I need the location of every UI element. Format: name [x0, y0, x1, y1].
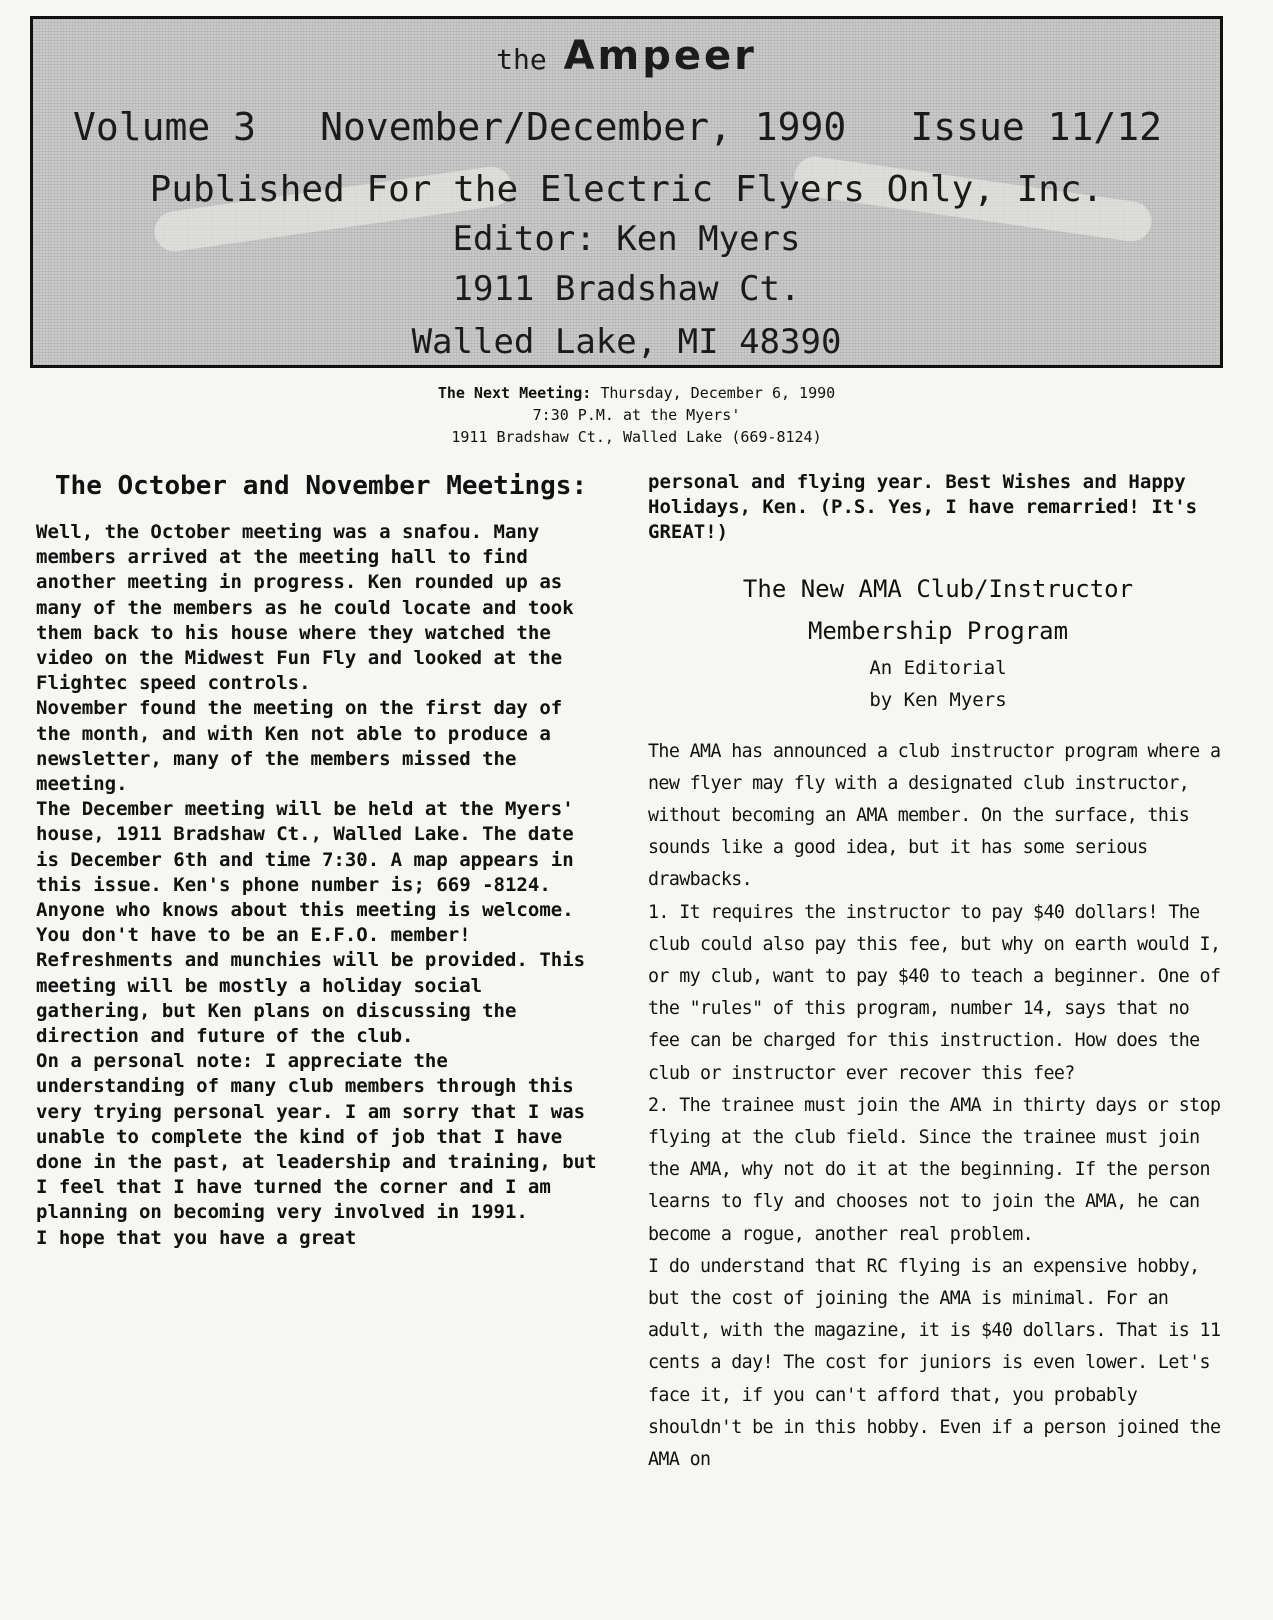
editorial-subtitle: An Editorial: [869, 656, 1007, 679]
right-column: [648, 470, 1228, 1476]
next-meeting-label: The Next Meeting:: [437, 384, 592, 402]
editorial-title-line-1: The New AMA Club/Instructor: [742, 574, 1134, 603]
paragraph: 2. The trainee must join the AMA in thirty days or stop flying at the club field. Since the trainee must join the AMA, why not do it at the beginning. If the person learns to fly and chooses not to join the AMA, he can become a rogue, another real problem.: [648, 1094, 1221, 1245]
paragraph: November found the meeting on the first day of the month, and with Ken not able to produce a newsletter, many of the members missed the meeting.: [36, 697, 563, 796]
paragraph: The AMA has announced a club instructor program where a new flyer may fly with a designated club instructor, without becoming an AMA member. On the surface, this sounds like a good idea, but it has some serious drawbacks.: [648, 740, 1221, 891]
left-column: [36, 470, 606, 1251]
masthead-editor: Editor: Ken Myers: [452, 219, 801, 259]
editorial-title: [648, 568, 1228, 652]
masthead-address-street: 1911 Bradshaw Ct.: [452, 269, 801, 309]
next-meeting-date: Thursday, December 6, 1990: [600, 384, 836, 402]
paragraph: The December meeting will be held at the Myers' house, 1911 Bradshaw Ct., Walled Lake. The date is December 6th and time 7:30. A map appears in this issue. Ken's phone number is; 669 -8124. Anyone who knows about this meeting is welcome. You don't have to be an E.F.O. member!: [36, 798, 574, 947]
masthead-address-city: Walled Lake, MI 48390: [411, 322, 842, 362]
masthead-volume-line: [33, 105, 1220, 149]
paragraph: Well, the October meeting was a snafou. Many members arrived at the meeting hall to find another meeting in progress. Ken rounded up as many of the members as he could locate and took them back to his house where they watched the video on the Midwest Fun Fly and looked at the Flightec speed controls.: [36, 521, 574, 695]
masthead-published: Published For the Electric Flyers Only, Inc.: [149, 169, 1104, 210]
masthead-volume: Volume 3: [73, 105, 257, 149]
continued-paragraph: personal and flying year. Best Wishes and Happy Holidays, Ken. (P.S. Yes, I have remarried! It's GREAT!): [648, 471, 1198, 544]
editorial-byline: by Ken Myers: [869, 688, 1007, 711]
masthead-the: the: [496, 43, 547, 76]
paragraph: I do understand that RC flying is an expensive hobby, but the cost of joining the AMA is minimal. For an adult, with the magazine, it is $40 dollars. That is 11 cents a day! The cost for juniors is even lower. Let's face it, if you can't afford that, you probably shouldn't be in this hobby. Even if a person joined the AMA on: [648, 1255, 1221, 1471]
paragraph: I hope that you have a great: [36, 1226, 357, 1249]
masthead-brand: Ampeer: [563, 33, 757, 79]
article-heading: The October and November Meetings:: [54, 471, 588, 501]
next-meeting-notice: [0, 382, 1273, 448]
next-meeting-time: 7:30 P.M. at the Myers': [532, 406, 741, 424]
masthead: [30, 16, 1223, 368]
masthead-title: [33, 33, 1220, 79]
paragraph: On a personal note: I appreciate the understanding of many club members through this very trying personal year. I am sorry that I was unable to complete the kind of job that I have done in the past, at leadership and training, but I feel that I have turned the corner and I am planning on becoming very involved in 1991.: [36, 1050, 597, 1224]
masthead-date: November/December, 1990: [320, 105, 847, 149]
paragraph: 1. It requires the instructor to pay $40 dollars! The club could also pay this fee, but why on earth would I, or my club, want to pay $40 to teach a beginner. One of the "rules" of this program, number 14, says that no fee can be charged for this instruction. How does the club or instructor ever recover this fee?: [648, 901, 1221, 1084]
next-meeting-place: 1911 Bradshaw Ct., Walled Lake (669-8124): [451, 428, 822, 446]
paragraph: Refreshments and munchies will be provided. This meeting will be mostly a holiday social gathering, but Ken plans on discussing the direction and future of the club.: [36, 949, 586, 1048]
editorial-title-line-2: Membership Program: [807, 616, 1069, 645]
masthead-issue: Issue 11/12: [910, 105, 1162, 149]
editorial-body: [648, 736, 1228, 1477]
